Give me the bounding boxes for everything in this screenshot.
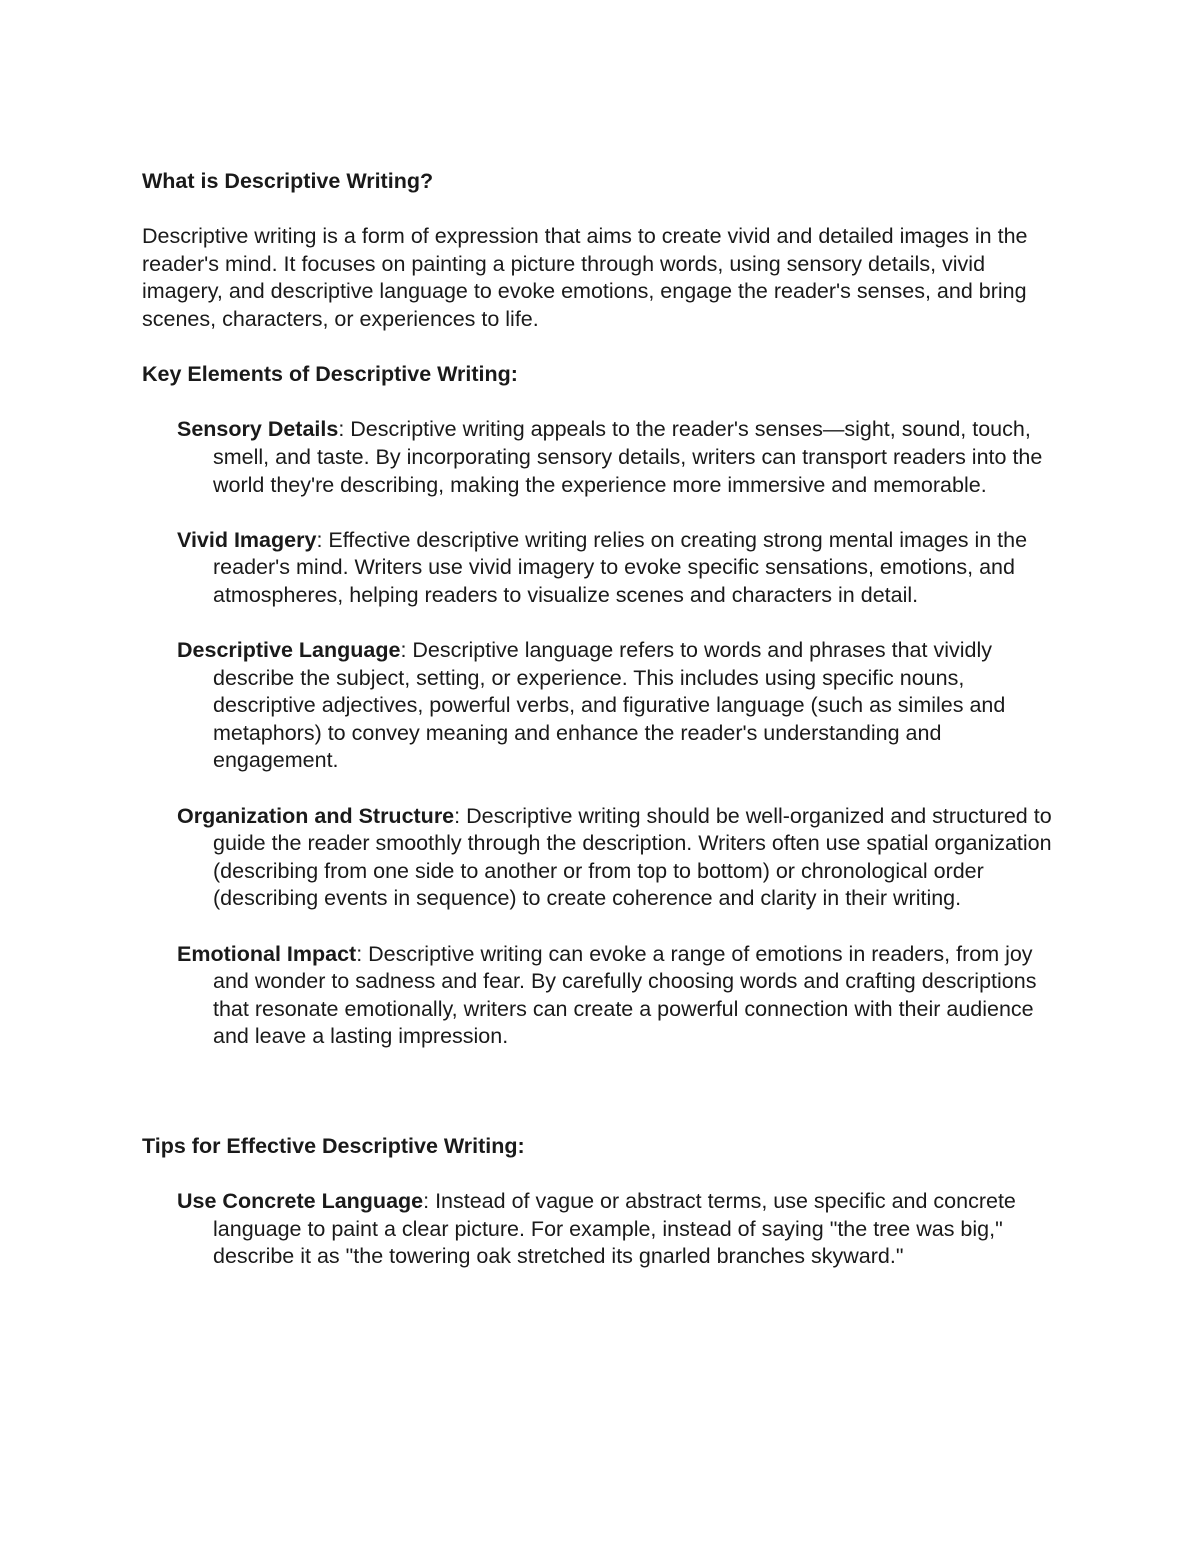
section-heading-tips: Tips for Effective Descriptive Writing: [142,1134,525,1158]
element-descriptive-language [177,637,1062,775]
element-vivid-imagery [177,527,1062,610]
element-text: : Descriptive writing should be well-organized and structured to guide the reader smoothly through the description. Writers often use spatial organization (describing from one side to another or from top to bottom) or chronological order (describing events in sequence) to create coherence and clarity in their writing. [213,803,1052,911]
intro-paragraph: Descriptive writing is a form of expression that aims to create vivid and detailed images in the reader's mind. It focuses on painting a picture through words, using sensory details, vivid imagery, and descriptive language to evoke emotions, engage the reader's senses, and bring scenes, characters, or experiences to life. [142,224,1028,331]
element-term: Descriptive Language [177,638,401,663]
document-content [142,168,1062,1271]
tip-concrete-language [177,1188,1062,1271]
element-term: Emotional Impact [177,941,357,966]
element-text: : Effective descriptive writing relies on creating strong mental images in the reader's mind. Writers use vivid imagery to evoke specific sensations, emotions, and atmospheres, helping readers to visualize scenes and characters in detail. [213,527,1028,607]
element-term: Vivid Imagery [177,527,317,552]
section-heading-what-is: What is Descriptive Writing? [142,169,434,193]
element-sensory-details [177,416,1062,499]
section-heading-key-elements: Key Elements of Descriptive Writing: [142,362,518,387]
element-term: Sensory Details [177,417,339,442]
element-organization-structure [177,803,1062,913]
element-term: Organization and Structure [177,803,455,828]
element-text: : Descriptive language refers to words and phrases that vividly describe the subject, setting, or experience. This includes using specific nouns, descriptive adjectives, powerful verbs, and figurative language (such as similes and metaphors) to convey meaning and enhance the reader's understanding and engagement. [213,638,1006,773]
element-emotional-impact [177,941,1062,1051]
tip-term: Use Concrete Language [177,1189,424,1214]
element-text: : Descriptive writing appeals to the reader's senses—sight, sound, touch, smell, and taste. By incorporating sensory details, writers can transport readers into the world they're describing, making the experience more immersive and memorable. [213,417,1043,497]
element-text: : Descriptive writing can evoke a range of emotions in readers, from joy and wonder to sadness and fear. By carefully choosing words and crafting descriptions that resonate emotionally, writers can create a powerful connection with their audience and leave a lasting impression. [213,941,1037,1049]
tip-text: : Instead of vague or abstract terms, use specific and concrete language to paint a clear picture. For example, instead of saying "the tree was big," describe it as "the towering oak stretched its gnarled branches skyward." [213,1189,1016,1269]
